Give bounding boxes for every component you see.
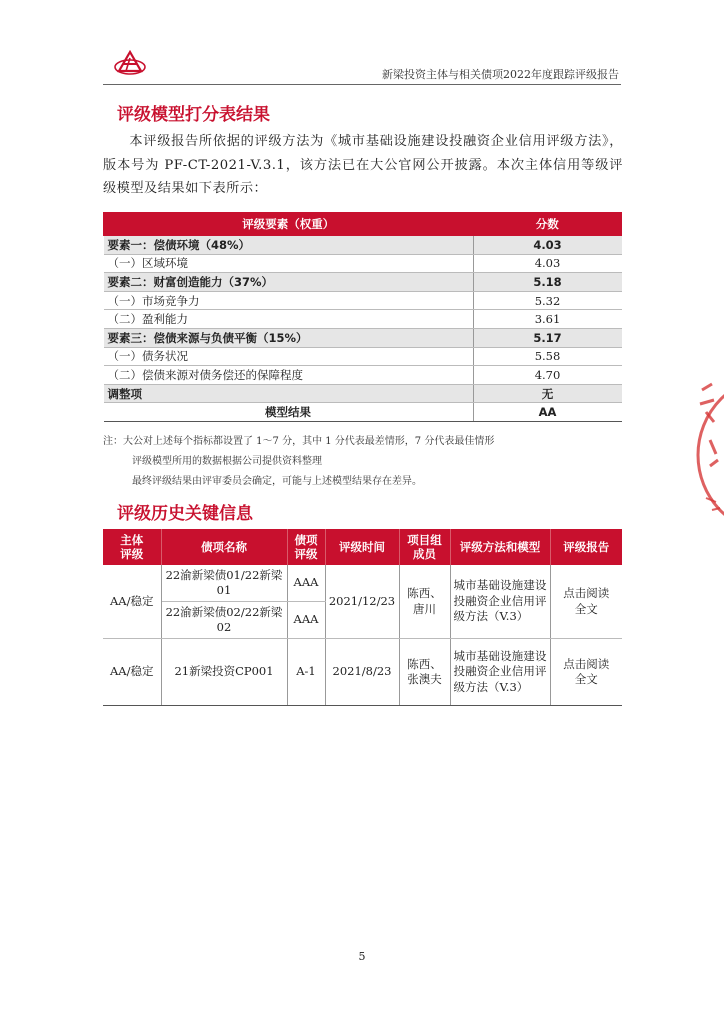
table-notes <box>103 432 494 492</box>
factor-label: 要素三：偿债来源与负债平衡（15%） <box>104 328 474 347</box>
factor-label: （一）市场竞争力 <box>104 291 474 310</box>
note-line: 注：大公对上述每个指标都设置了 1～7 分，其中 1 分代表最差情形，7 分代表最佳情形 <box>103 436 495 447</box>
factor-score: 5.58 <box>473 347 622 366</box>
factor-score: 无 <box>473 384 622 403</box>
header-rating-date: 评级时间 <box>325 529 399 565</box>
score-table-header-score: 分数 <box>473 213 622 236</box>
read-report-link[interactable]: 点击阅读全文 <box>550 565 622 639</box>
header-team-members: 项目组成员 <box>399 529 450 565</box>
note-line: 评级模型所用的数据根据公司提供资料整理 <box>132 456 322 467</box>
factor-score: 5.18 <box>473 273 622 292</box>
score-table-header-factor: 评级要素（权重） <box>104 213 474 236</box>
table-row-result <box>104 403 622 422</box>
table-row <box>104 347 622 366</box>
factor-score: 4.70 <box>473 366 622 385</box>
team-members: 陈西、唐川 <box>399 565 450 639</box>
factor-label: 要素二：财富创造能力（37%） <box>104 273 474 292</box>
intro-paragraph: 本评级报告所依据的评级方法为《城市基础设施建设投融资企业信用评级方法》，版本号为 PF-CT-2021-V.3.1，该方法已在大公官网公开披露。本次主体信用等级评级模型及结果如下表所示： <box>103 134 623 196</box>
table-row <box>104 254 622 273</box>
rating-date: 2021/12/23 <box>325 565 399 639</box>
table-row <box>104 273 622 292</box>
factor-score: 5.17 <box>473 328 622 347</box>
table-row <box>104 236 622 255</box>
bond-name: 21新梁投资CP001 <box>161 639 287 706</box>
seal-stamp-icon <box>688 360 724 540</box>
table-row <box>103 565 622 602</box>
section-title-rating-history: 评级历史关键信息 <box>117 504 253 524</box>
factor-label: 要素一：偿债环境（48%） <box>104 236 474 255</box>
factor-label: （二）偿债来源对债务偿还的保障程度 <box>104 366 474 385</box>
read-report-link[interactable]: 点击阅读全文 <box>550 639 622 706</box>
table-row <box>103 639 622 706</box>
factor-label: （一）债务状况 <box>104 347 474 366</box>
table-row <box>104 291 622 310</box>
page-number: 5 <box>358 950 366 963</box>
bond-rating: AAA <box>287 602 325 639</box>
issuer-rating: AA/稳定 <box>103 565 161 639</box>
issuer-rating: AA/稳定 <box>103 639 161 706</box>
header-report: 评级报告 <box>550 529 622 565</box>
factor-score: 4.03 <box>473 236 622 255</box>
factor-score: 5.32 <box>473 291 622 310</box>
score-table <box>103 212 622 422</box>
bond-name: 22渝新梁债01/22新梁01 <box>161 565 287 602</box>
note-line: 最终评级结果由评审委员会确定，可能与上述模型结果存在差异。 <box>132 476 422 487</box>
rating-date: 2021/8/23 <box>325 639 399 706</box>
rating-method: 城市基础设施建设投融资企业信用评级方法（V.3） <box>450 565 550 639</box>
company-logo-icon <box>113 50 147 76</box>
factor-score: 4.03 <box>473 254 622 273</box>
team-members: 陈西、张澳夫 <box>399 639 450 706</box>
model-result-score: AA <box>473 403 622 422</box>
bond-name: 22渝新梁债02/22新梁02 <box>161 602 287 639</box>
table-row <box>104 366 622 385</box>
table-row <box>104 310 622 329</box>
header-divider <box>103 84 621 85</box>
rating-history-table <box>103 529 622 706</box>
rating-method: 城市基础设施建设投融资企业信用评级方法（V.3） <box>450 639 550 706</box>
bond-rating: A-1 <box>287 639 325 706</box>
table-row <box>104 384 622 403</box>
section-title-model-score: 评级模型打分表结果 <box>117 105 270 125</box>
bond-rating: AAA <box>287 565 325 602</box>
factor-label: （一）区域环境 <box>104 254 474 273</box>
header-method: 评级方法和模型 <box>450 529 550 565</box>
table-row <box>104 328 622 347</box>
header-bond-name: 债项名称 <box>161 529 287 565</box>
header-issuer-rating: 主体评级 <box>103 529 161 565</box>
factor-label: 调整项 <box>104 384 474 403</box>
header-bond-rating: 债项评级 <box>287 529 325 565</box>
factor-label: （二）盈利能力 <box>104 310 474 329</box>
header-title: 新梁投资主体与相关债项2022年度跟踪评级报告 <box>382 68 619 81</box>
model-result-label: 模型结果 <box>104 403 474 422</box>
factor-score: 3.61 <box>473 310 622 329</box>
